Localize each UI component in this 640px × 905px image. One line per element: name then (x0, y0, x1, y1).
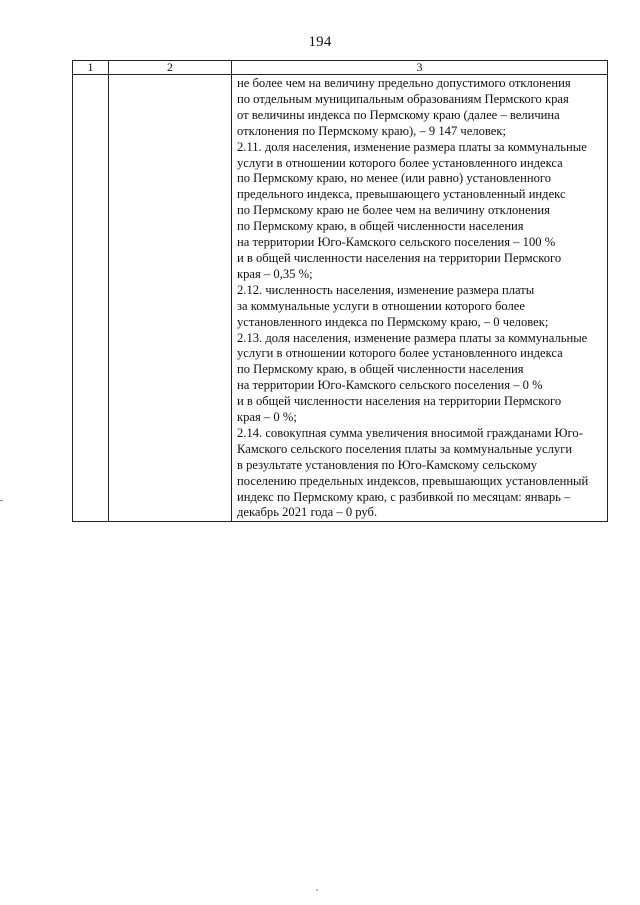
table-cell-col3 (232, 75, 608, 522)
column-header-3: 3 (232, 61, 608, 75)
text-line: в результате установления по Юго-Камскому сельскому (237, 457, 538, 472)
text-line: услуги в отношении которого более установленного индекса (237, 346, 563, 361)
text-line: поселению предельных индексов, превышающих установленный (237, 473, 589, 488)
text-line: услуги в отношении которого более установленного индекса (237, 155, 563, 170)
text-line: и в общей численности населения на территории Пермского (237, 394, 562, 409)
text-line: за коммунальные услуги в отношении которого более (237, 298, 525, 313)
text-line: 2.11. доля населения, изменение размера платы за коммунальные (237, 139, 587, 154)
text-line: Камского сельского поселения платы за коммунальные услуги (237, 441, 573, 456)
text-line: по Пермскому краю, но менее (или равно) установленного (237, 171, 552, 186)
column-header-1: 1 (73, 61, 109, 75)
text-line: на территории Юго-Камского сельского поселения – 100 % (237, 235, 556, 250)
text-line: не более чем на величину предельно допустимого отклонения (237, 76, 571, 90)
text-line: 2.14. совокупная сумма увеличения вносимой гражданами Юго- (237, 425, 583, 440)
text-line: по Пермскому краю, в общей численности населения (237, 362, 524, 377)
table-row (73, 75, 608, 522)
text-line: отклонения по Пермскому краю), – 9 147 человек; (237, 123, 506, 138)
text-line: 2.12. численность населения, изменение размера платы (237, 282, 535, 297)
text-line: индекс по Пермскому краю, с разбивкой по месяцам: январь – (237, 489, 571, 504)
table-cell-col2 (109, 75, 232, 522)
scan-dot (316, 889, 318, 891)
text-line: края – 0 %; (237, 410, 297, 425)
text-line: по Пермскому краю не более чем на величину отклонения (237, 203, 550, 218)
table-header-row (73, 61, 608, 75)
text-line: от величины индекса по Пермскому краю (далее – величина (237, 107, 560, 122)
cell-text-block (232, 75, 607, 521)
text-line: установленного индекса по Пермскому краю, – 0 человек; (237, 314, 549, 329)
margin-mark (0, 500, 3, 501)
column-header-2: 2 (109, 61, 232, 75)
document-table (72, 60, 608, 522)
text-line: предельного индекса, превышающего установленный индекс (237, 187, 566, 202)
table-cell-col1 (73, 75, 109, 522)
text-line: и в общей численности населения на территории Пермского (237, 250, 562, 265)
text-line: края – 0,35 %; (237, 266, 313, 281)
text-line: 2.13. доля населения, изменение размера платы за коммунальные (237, 330, 588, 345)
page-number: 194 (308, 34, 332, 50)
text-line: по Пермскому краю, в общей численности населения (237, 219, 524, 234)
text-line: на территории Юго-Камского сельского поселения – 0 % (237, 378, 543, 393)
text-line: декабрь 2021 года – 0 руб. (237, 505, 378, 520)
text-line: по отдельным муниципальным образованиям Пермского края (237, 91, 569, 106)
